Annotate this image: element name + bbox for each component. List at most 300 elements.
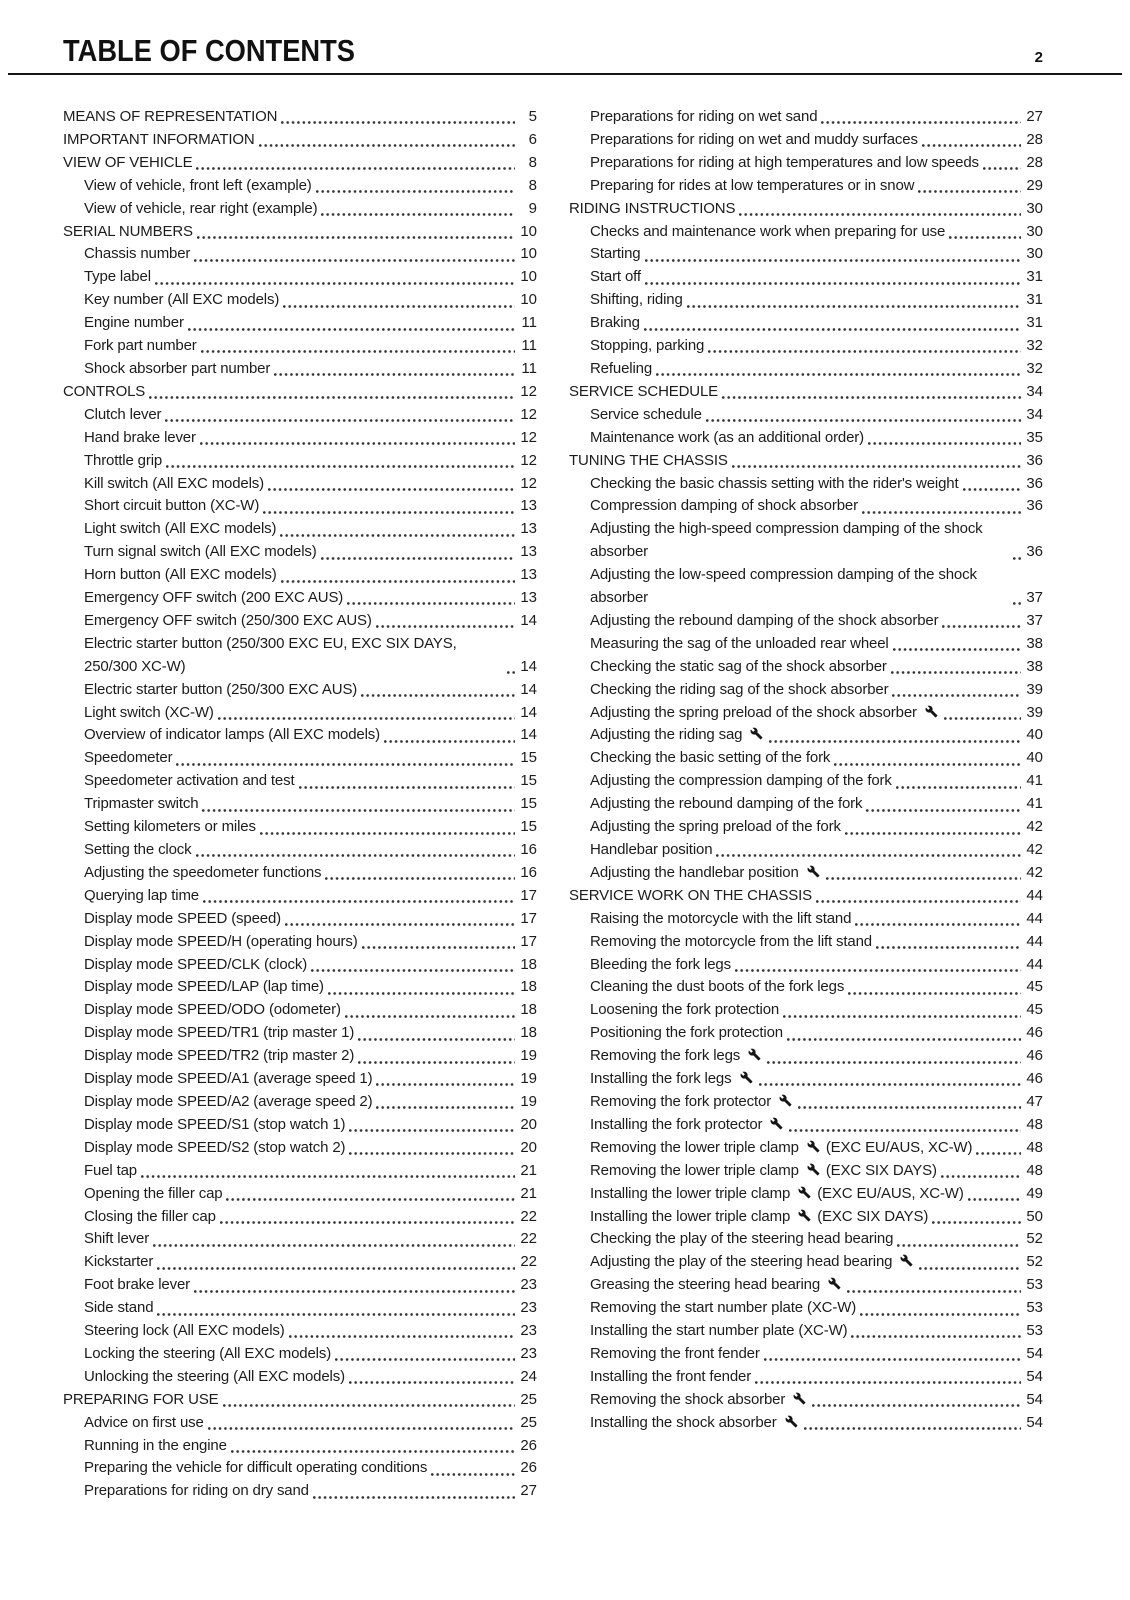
wrench-icon — [797, 1186, 812, 1199]
toc-entry-page: 53 — [1026, 1299, 1043, 1317]
toc-entry — [569, 1091, 1043, 1114]
leader-dots — [769, 740, 1021, 743]
toc-column-left — [63, 106, 537, 1503]
leader-dots — [656, 373, 1021, 376]
toc-entry-page: 26 — [520, 1436, 537, 1454]
toc-entry — [63, 1389, 537, 1412]
leader-dots — [166, 465, 515, 468]
toc-entry-page: 46 — [1026, 1024, 1043, 1042]
leader-dots — [431, 1473, 515, 1476]
leader-dots — [866, 809, 1021, 812]
leader-dots — [645, 282, 1021, 285]
toc-entry-label: Removing the lower triple clamp (EXC SIX DAYS) — [590, 1161, 937, 1179]
toc-entry — [569, 289, 1043, 312]
leader-dots — [851, 1335, 1021, 1338]
toc-entry — [569, 1068, 1043, 1091]
leader-dots — [349, 1152, 515, 1155]
leader-dots — [259, 144, 515, 147]
toc-entry-label: Locking the steering (All EXC models) — [84, 1344, 332, 1362]
toc-entry — [63, 1068, 537, 1091]
leader-dots — [176, 763, 515, 766]
leader-dots — [349, 1129, 515, 1132]
leader-dots — [149, 396, 515, 399]
leader-dots — [285, 923, 515, 926]
toc-entry-label: Hand brake lever — [84, 428, 196, 446]
toc-entry-label: Removing the fork legs — [590, 1045, 763, 1068]
toc-entry-label: Display mode SPEED/A1 (average speed 1) — [84, 1070, 373, 1088]
toc-entry — [569, 564, 1043, 610]
toc-entry-page: 22 — [520, 1207, 537, 1225]
toc-entry-label: Display mode SPEED/CLK (clock) — [84, 955, 308, 973]
toc-entry — [63, 1091, 537, 1114]
leader-dots — [260, 832, 515, 835]
toc-entry — [63, 312, 537, 335]
toc-entry — [569, 679, 1043, 702]
toc-entry — [569, 1114, 1043, 1137]
toc-entry-page: 27 — [520, 1482, 537, 1500]
toc-entry — [63, 633, 537, 679]
toc-entry-label: Start off — [590, 268, 641, 286]
toc-entry — [63, 793, 537, 816]
toc-entry — [63, 1457, 537, 1480]
leader-dots — [787, 1038, 1021, 1041]
toc-entry-label: Foot brake lever — [84, 1276, 190, 1294]
toc-entry-page: 11 — [521, 314, 537, 332]
toc-entry-label: Fuel tap — [84, 1161, 137, 1179]
toc-entry-page: 23 — [520, 1322, 537, 1340]
toc-entry-label: Handlebar position — [590, 841, 713, 858]
toc-entry — [569, 198, 1043, 221]
toc-entry-label: Preparations for riding on dry sand — [84, 1482, 309, 1500]
toc-entry-label: Removing the shock absorber — [590, 1389, 808, 1412]
toc-entry-page: 5 — [528, 108, 537, 125]
toc-entry — [63, 1274, 537, 1297]
toc-entry-label: Shift lever — [84, 1230, 150, 1248]
toc-entry-page: 14 — [520, 703, 537, 721]
toc-entry — [63, 679, 537, 702]
leader-dots — [203, 900, 515, 903]
toc-entry-page: 18 — [520, 978, 537, 996]
toc-entry — [569, 1251, 1043, 1274]
toc-entry-label: Adjusting the spring preload of the fork — [590, 818, 841, 836]
leader-dots — [739, 213, 1021, 216]
toc-entry — [63, 1183, 537, 1206]
toc-entry-label: Closing the filler cap — [84, 1207, 216, 1225]
leader-dots — [153, 1244, 515, 1247]
leader-dots — [862, 511, 1021, 514]
toc-entry-page: 30 — [1026, 245, 1043, 263]
leader-dots — [231, 1450, 515, 1453]
toc-entry-page: 49 — [1026, 1184, 1043, 1202]
toc-entry — [63, 1228, 537, 1251]
toc-entry-label: Light switch (XC-W) — [84, 703, 214, 721]
toc-entry-label: Engine number — [84, 314, 184, 332]
toc-entry-page: 26 — [520, 1459, 537, 1477]
toc-entry — [63, 106, 537, 129]
leader-dots — [358, 1061, 515, 1064]
leader-dots — [349, 1381, 515, 1384]
toc-entry — [63, 702, 537, 725]
toc-entry-page: 10 — [520, 291, 537, 309]
toc-entry — [63, 1366, 537, 1389]
toc-entry-label: Display mode SPEED/S2 (stop watch 2) — [84, 1138, 346, 1156]
toc-entry-page: 18 — [520, 1001, 537, 1019]
leader-dots — [201, 350, 515, 353]
toc-entry-label: Display mode SPEED/TR1 (trip master 1) — [84, 1024, 355, 1042]
toc-entry — [569, 702, 1043, 725]
leader-dots — [345, 1015, 515, 1018]
toc-entry-page: 41 — [1026, 795, 1043, 813]
toc-entry — [63, 175, 537, 198]
toc-entry — [569, 1320, 1043, 1343]
leader-dots — [834, 763, 1021, 766]
toc-entry-label: Adjusting the rebound damping of the shock absorber — [590, 611, 939, 629]
toc-entry-page: 32 — [1026, 359, 1043, 377]
toc-entry-page: 15 — [520, 795, 537, 813]
toc-entry-label: Adjusting the rebound damping of the fork — [590, 795, 863, 813]
toc-entry-label: Display mode SPEED (speed) — [84, 909, 282, 927]
leader-dots — [347, 602, 515, 605]
toc-entry — [63, 1297, 537, 1320]
toc-entry-page: 46 — [1026, 1047, 1043, 1065]
toc-entry — [63, 129, 537, 152]
toc-entry-page: 52 — [1026, 1230, 1043, 1248]
toc-entry-label: RIDING INSTRUCTIONS — [569, 199, 736, 217]
toc-entry-page: 50 — [1026, 1207, 1043, 1225]
wrench-icon — [784, 1415, 799, 1428]
toc-entry-page: 48 — [1026, 1161, 1043, 1179]
toc-entry — [63, 816, 537, 839]
leader-dots — [376, 1083, 515, 1086]
toc-entry — [63, 999, 537, 1022]
toc-entry-page: 17 — [520, 909, 537, 927]
toc-entry — [569, 243, 1043, 266]
leader-dots — [274, 373, 515, 376]
toc-entry — [569, 1206, 1043, 1229]
leader-dots — [855, 923, 1021, 926]
toc-entry-label: Loosening the fork protection — [590, 1001, 780, 1019]
leader-dots — [384, 740, 515, 743]
toc-entry — [63, 427, 537, 450]
toc-entry — [63, 954, 537, 977]
wrench-icon — [797, 1209, 812, 1222]
toc-entry-page: 29 — [1026, 176, 1043, 194]
leader-dots — [845, 832, 1021, 835]
toc-entry-label: Querying lap time — [84, 886, 200, 904]
toc-entry-page: 31 — [1026, 291, 1043, 309]
toc-entry — [569, 1228, 1043, 1251]
toc-entry-label: Adjusting the play of the steering head bearing — [590, 1251, 915, 1274]
toc-entry — [63, 518, 537, 541]
toc-entry-label: Installing the lower triple clamp (EXC EU/AUS, XC-W) — [590, 1184, 964, 1202]
leader-dots — [922, 144, 1021, 147]
toc-entry-page: 31 — [1026, 268, 1043, 286]
toc-entry — [569, 1343, 1043, 1366]
toc-entry-label: Overview of indicator lamps (All EXC models) — [84, 726, 380, 744]
wrench-icon — [739, 1071, 754, 1084]
toc-entry-label: Advice on first use — [84, 1413, 204, 1431]
toc-entry-label: View of vehicle, rear right (example) — [84, 199, 318, 217]
toc-entry-label: Removing the fork protector — [590, 1091, 794, 1114]
toc-entry-page: 28 — [1026, 153, 1043, 171]
leader-dots — [281, 121, 515, 124]
wrench-icon — [778, 1094, 793, 1107]
toc-entry-label: Removing the motorcycle from the lift stand — [590, 932, 872, 950]
toc-entry — [569, 976, 1043, 999]
toc-entry-label: SERVICE SCHEDULE — [569, 382, 719, 400]
toc-entry-label: Compression damping of shock absorber — [590, 497, 858, 515]
leader-dots — [281, 580, 515, 583]
toc-entry-label: Running in the engine — [84, 1436, 227, 1454]
toc-entry-page: 13 — [520, 566, 537, 584]
toc-entry-page: 45 — [1026, 978, 1043, 996]
toc-entry-page: 22 — [520, 1253, 537, 1271]
leader-dots — [1013, 602, 1021, 605]
leader-dots — [942, 625, 1021, 628]
toc-entry — [569, 1366, 1043, 1389]
leader-dots — [722, 396, 1021, 399]
toc-entry — [569, 1137, 1043, 1160]
toc-entry — [63, 770, 537, 793]
toc-entry-page: 12 — [520, 382, 537, 400]
leader-dots — [208, 1427, 515, 1430]
toc-entry-page: 18 — [520, 1024, 537, 1042]
leader-dots — [316, 190, 515, 193]
leader-dots — [202, 809, 515, 812]
wrench-icon — [827, 1277, 842, 1290]
toc-entry — [63, 335, 537, 358]
leader-dots — [194, 1290, 515, 1293]
leader-dots — [362, 946, 515, 949]
toc-entry — [63, 541, 537, 564]
leader-dots — [893, 648, 1021, 651]
toc-entry-label: Greasing the steering head bearing — [590, 1274, 843, 1297]
toc-entry-page: 47 — [1026, 1092, 1043, 1110]
toc-entry-page: 21 — [520, 1161, 537, 1179]
leader-dots — [289, 1335, 515, 1338]
leader-dots — [313, 1496, 515, 1499]
leader-dots — [804, 1427, 1021, 1430]
toc-entry — [569, 656, 1043, 679]
toc-entry-page: 54 — [1026, 1390, 1043, 1408]
toc-entry-label: Removing the front fender — [590, 1344, 760, 1362]
toc-entry-page: 32 — [1026, 337, 1043, 355]
toc-entry-label: Removing the start number plate (XC-W) — [590, 1299, 857, 1317]
toc-entry — [569, 1160, 1043, 1183]
header-row — [63, 33, 1043, 69]
toc-entry — [569, 954, 1043, 977]
leader-dots — [218, 717, 515, 720]
toc-entry-page: 48 — [1026, 1115, 1043, 1133]
page-number: 2 — [1034, 49, 1043, 66]
toc-entry — [63, 266, 537, 289]
toc-entry-page: 10 — [520, 245, 537, 263]
toc-entry — [569, 1183, 1043, 1206]
leader-dots — [644, 328, 1021, 331]
wrench-icon — [806, 1163, 821, 1176]
leader-dots — [157, 1267, 515, 1270]
toc-entry — [569, 129, 1043, 152]
leader-dots — [1013, 557, 1021, 560]
toc-entry-label: Horn button (All EXC models) — [84, 566, 277, 584]
toc-entry-page: 48 — [1026, 1138, 1043, 1156]
toc-entry-label: Preparing the vehicle for difficult operating conditions — [84, 1459, 428, 1477]
toc-entry-label: Checking the static sag of the shock absorber — [590, 657, 887, 675]
toc-entry — [63, 1343, 537, 1366]
toc-entry — [569, 908, 1043, 931]
toc-entry-page: 45 — [1026, 1001, 1043, 1019]
toc-entry-page: 53 — [1026, 1276, 1043, 1294]
page-header — [0, 0, 1130, 75]
toc-entry-label: Display mode SPEED/H (operating hours) — [84, 932, 358, 950]
wrench-icon — [806, 1140, 821, 1153]
toc-entry — [569, 1412, 1043, 1435]
leader-dots — [816, 900, 1021, 903]
toc-entry-page: 36 — [1026, 497, 1043, 515]
leader-dots — [896, 786, 1021, 789]
toc-entry — [569, 885, 1043, 908]
leader-dots — [226, 1198, 515, 1201]
wrench-icon — [899, 1254, 914, 1267]
leader-dots — [847, 1290, 1021, 1293]
toc-columns — [63, 106, 1043, 1503]
toc-entry-label: IMPORTANT INFORMATION — [63, 130, 255, 148]
toc-entry-label: Installing the shock absorber — [590, 1412, 800, 1435]
toc-entry-page: 35 — [1026, 428, 1043, 446]
toc-entry-label: Display mode SPEED/A2 (average speed 2) — [84, 1092, 373, 1110]
toc-entry — [63, 381, 537, 404]
toc-entry — [569, 312, 1043, 335]
toc-entry-page: 40 — [1026, 726, 1043, 744]
toc-entry-page: 12 — [520, 428, 537, 446]
toc-entry-label: Braking — [590, 314, 640, 332]
leader-dots — [361, 694, 515, 697]
toc-entry-page: 14 — [520, 726, 537, 744]
leader-dots — [687, 305, 1021, 308]
toc-entry-page: 31 — [1026, 314, 1043, 332]
toc-entry-label: Installing the lower triple clamp (EXC SIX DAYS) — [590, 1207, 929, 1225]
leader-dots — [165, 419, 515, 422]
leader-dots — [932, 1221, 1021, 1224]
toc-entry-label: PREPARING FOR USE — [63, 1390, 219, 1408]
header-rule — [8, 73, 1122, 75]
toc-entry-label: Opening the filler cap — [84, 1184, 223, 1202]
toc-entry — [63, 931, 537, 954]
leader-dots — [223, 1404, 515, 1407]
toc-entry-page: 36 — [1026, 474, 1043, 492]
toc-entry-page: 19 — [520, 1070, 537, 1088]
toc-entry-label: Installing the fork protector — [590, 1114, 785, 1137]
toc-entry-page: 23 — [520, 1276, 537, 1294]
toc-entry-page: 40 — [1026, 749, 1043, 767]
toc-entry — [569, 862, 1043, 885]
leader-dots — [735, 969, 1021, 972]
toc-entry-page: 14 — [520, 680, 537, 698]
toc-entry-page: 13 — [520, 497, 537, 515]
toc-entry — [569, 793, 1043, 816]
toc-entry-page: 16 — [520, 841, 537, 858]
toc-entry-label: Service schedule — [590, 405, 702, 423]
toc-entry-page: 25 — [520, 1390, 537, 1408]
toc-entry — [63, 1412, 537, 1435]
toc-entry-page: 20 — [520, 1138, 537, 1156]
toc-entry-label: Raising the motorcycle with the lift stand — [590, 909, 852, 927]
toc-entry-label: Kill switch (All EXC models) — [84, 474, 265, 492]
toc-entry-page: 34 — [1026, 382, 1043, 400]
leader-dots — [196, 167, 515, 170]
toc-entry — [569, 1274, 1043, 1297]
leader-dots — [263, 511, 515, 514]
leader-dots — [919, 1267, 1021, 1270]
toc-entry — [569, 1389, 1043, 1412]
toc-entry-label: VIEW OF VEHICLE — [63, 153, 193, 171]
toc-entry — [569, 1297, 1043, 1320]
wrench-icon — [806, 865, 821, 878]
toc-entry-page: 17 — [520, 932, 537, 950]
toc-entry-label: Emergency OFF switch (200 EXC AUS) — [84, 589, 344, 607]
toc-entry-label: Setting the clock — [84, 841, 192, 858]
toc-entry-page: 12 — [520, 405, 537, 423]
toc-entry — [569, 633, 1043, 656]
toc-entry-page: 8 — [528, 176, 537, 194]
toc-entry — [63, 1206, 537, 1229]
leader-dots — [848, 992, 1021, 995]
leader-dots — [897, 1244, 1021, 1247]
leader-dots — [963, 488, 1021, 491]
toc-entry — [63, 1480, 537, 1503]
toc-entry-label: Checking the basic chassis setting with the rider's weight — [590, 474, 959, 492]
leader-dots — [328, 992, 515, 995]
toc-entry — [569, 221, 1043, 244]
toc-entry — [569, 1022, 1043, 1045]
toc-entry-page: 22 — [520, 1230, 537, 1248]
toc-entry — [569, 404, 1043, 427]
toc-entry — [569, 999, 1043, 1022]
wrench-icon — [924, 705, 939, 718]
toc-entry-page: 16 — [520, 863, 537, 881]
toc-entry-page: 8 — [528, 153, 537, 171]
toc-entry — [63, 358, 537, 381]
toc-entry-page: 15 — [520, 772, 537, 790]
toc-entry-label: Key number (All EXC models) — [84, 291, 280, 309]
leader-dots — [321, 213, 515, 216]
toc-entry-page: 17 — [520, 886, 537, 904]
leader-dots — [141, 1175, 515, 1178]
toc-entry-page: 14 — [520, 611, 537, 629]
leader-dots — [976, 1152, 1021, 1155]
toc-entry-page: 30 — [1026, 222, 1043, 240]
toc-entry-label: Installing the fork legs — [590, 1068, 755, 1091]
toc-entry-page: 15 — [520, 749, 537, 767]
leader-dots — [821, 121, 1021, 124]
wrench-icon — [792, 1392, 807, 1405]
toc-entry-label: Throttle grip — [84, 451, 163, 469]
leader-dots — [196, 854, 515, 857]
toc-entry — [63, 1137, 537, 1160]
toc-entry-page: 54 — [1026, 1344, 1043, 1362]
toc-entry — [63, 289, 537, 312]
toc-entry — [63, 404, 537, 427]
toc-entry-page: 37 — [1026, 611, 1043, 629]
leader-dots — [280, 534, 515, 537]
toc-entry — [63, 1251, 537, 1274]
toc-entry-label: CONTROLS — [63, 382, 146, 400]
page-title: TABLE OF CONTENTS — [63, 33, 355, 68]
toc-entry-label: View of vehicle, front left (example) — [84, 176, 312, 194]
leader-dots — [876, 946, 1021, 949]
leader-dots — [376, 625, 515, 628]
toc-entry-page: 36 — [1026, 543, 1043, 561]
